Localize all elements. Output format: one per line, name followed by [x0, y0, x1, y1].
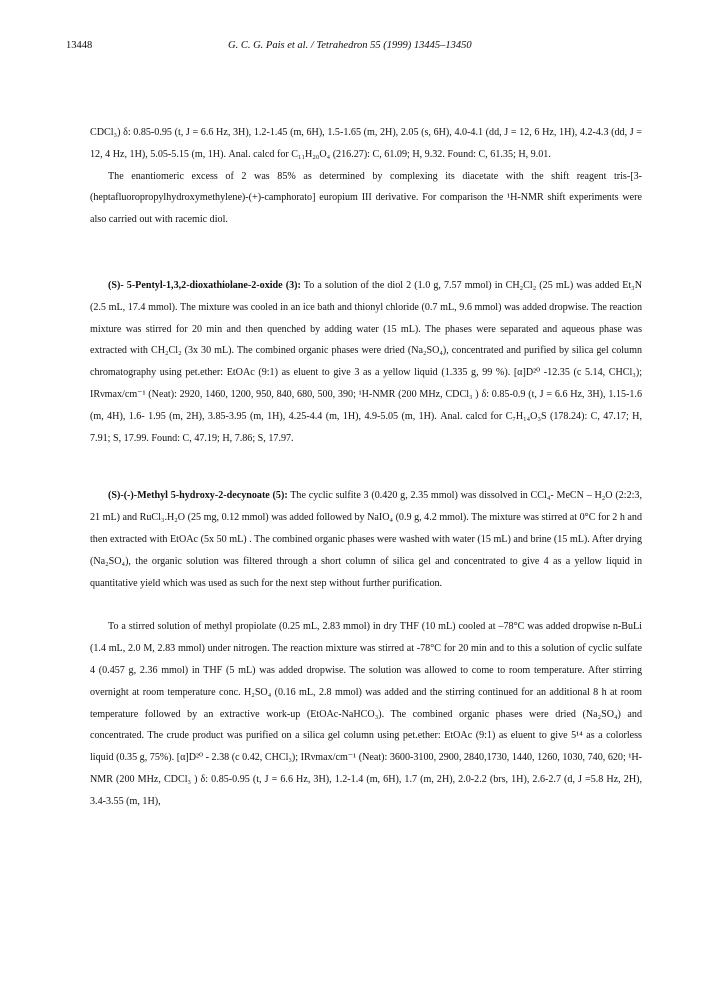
section-spacer — [90, 449, 642, 485]
compound-3-procedure — [90, 275, 642, 449]
compound-3-heading: (S)- 5-Pentyl-1,3,2-dioxathiolane-2-oxide (3): — [108, 279, 301, 291]
article-body — [90, 122, 642, 813]
compound-3-text: To a solution of the diol 2 (1.0 g, 7.57 mmol) in CH₂Cl₂ (25 mL) was added Et₃N (2.5 mL, 17.4 mmol). The mixture was cooled in an ice bath and thionyl chloride (0.7 mL, 9.6 mmol) was added dropwise. The reaction mixture was stirred for 20 min and then quenched by adding water (15 mL). The phases were separated and aqueous phase was extracted with CH₂Cl₂ (3x 30 mL). The combined organic phases were dried (Na₂SO₄), concentrated and purified by silica gel column chromatography using pet.ether: EtOAc (9:1) as eluent to give 3 as a yellow liquid (1.335 g, 99 %). [α]D²⁰ -12.35 (c 5.14, CHCl₃); IRνmax/cm⁻¹ (Neat): 2920, 1460, 1200, 950, 840, 680, 500, 390; ¹H-NMR (200 MHz, CDCl₃ ) δ: 0.85-0.9 (t, J = 6.6 Hz, 3H), 1.15-1.6 (m, 4H), 1.6- 1.95 (m, 2H), 3.85-3.95 (m, 1H), 4.25-4.4 (m, 1H), 4.9-5.05 (m, 1H). Anal. calcd for C₇H₁₄O₃S (178.24): C, 47.17; H, 7.91; S, 17.99. Found: C, 47.19; H, 7.86; S, 17.97. — [90, 279, 642, 444]
page-number: 13448 — [66, 40, 93, 51]
enantiomeric-excess-paragraph: The enantiomeric excess of 2 was 85% as determined by complexing its diacetate with the shift reagent tris-[3-(heptafluoropropylhydroxymethylene)-(+)-camphorato] europium III derivative. For comparison the ¹H-NMR shift experiments were also carried out with racemic diol. — [90, 170, 642, 226]
page-header — [0, 40, 711, 56]
compound-5-text: The cyclic sulfite 3 (0.420 g, 2.35 mmol) was dissolved in CCl₄- MeCN – H₂O (2:2:3, 21 mL) and RuCl₃.H₂O (25 mg, 0.12 mmol) was added followed by NaIO₄ (0.9 g, 4.2 mmol). The mixture was stirred at 0°C for 2 h and then extracted with EtOAc (5x 50 mL) . The combined organic phases were washed with water (15 mL) and brine (15 mL). After drying (Na₂SO₄), the organic solution was filtered through a short column of silica gel and concentrated to give 4 as a yellow liquid in quantitative yield which was used as such for the next step without further purification. — [90, 490, 642, 589]
propiolate-procedure: To a stirred solution of methyl propiolate (0.25 mL, 2.83 mmol) in dry THF (10 mL) cooled at –78°C was added dropwise n-BuLi (1.4 mL, 2.0 M, 2.83 mmol) under nitrogen. The reaction mixture was stirred at -78°C for 20 min and to this a solution of cyclic sulfate 4 (0.457 g, 2.36 mmol) in THF (5 mL) was added dropwise. The solution was allowed to come to room temperature. After stirring overnight at room temperature conc. H₂SO₄ (0.16 mL, 2.8 mmol) was added and the stirring continued for an additional 8 h at room temperature followed by an extractive work-up (EtOAc-NaHCO₃). The combined organic phases were dried (Na₂SO₄) and concentrated. The crude product was purified on a silica gel column using pet.ether: EtOAc (9:1) as eluent to give 5¹⁴ as a colorless liquid (0.35 g, 75%). [α]D²⁰ - 2.38 (c 0.42, CHCl₃); IRνmax/cm⁻¹ (Neat): 3600-3100, 2900, 2840,1730, 1440, 1260, 1030, 740, 620; ¹H-NMR (200 MHz, CDCl₃ ) δ: 0.85-0.95 (t, J = 6.6 Hz, 3H), 1.2-1.4 (m, 6H), 1.7 (m, 2H), 2.0-2.2 (brs, 1H), 2.6-2.7 (d, J =5.8 Hz, 2H), 3.4-3.55 (m, 1H), — [90, 621, 642, 807]
section-spacer — [90, 231, 642, 275]
nmr-continuation-paragraph: CDCl₃) δ: 0.85-0.95 (t, J = 6.6 Hz, 3H), 1.2-1.45 (m, 6H), 1.5-1.65 (m, 2H), 2.05 (s, 6H), 4.0-4.1 (dd, J = 12, 6 Hz, 1H), 4.2-4.3 (dd, J = 12, 4 Hz, 1H), 5.05-5.15 (m, 1H). Anal. calcd for C₁₁H₂₀O₄ (216.27): C, 61.09; H, 9.32. Found: C, 61.35; H, 9.01. — [90, 127, 642, 160]
compound-5-heading: (S)-(-)-Methyl 5-hydroxy-2-decynoate (5): — [108, 490, 288, 502]
running-head: G. C. G. Pais et al. / Tetrahedron 55 (1999) 13445–13450 — [228, 40, 472, 51]
section-spacer — [90, 594, 642, 616]
compound-5-procedure — [90, 485, 642, 594]
